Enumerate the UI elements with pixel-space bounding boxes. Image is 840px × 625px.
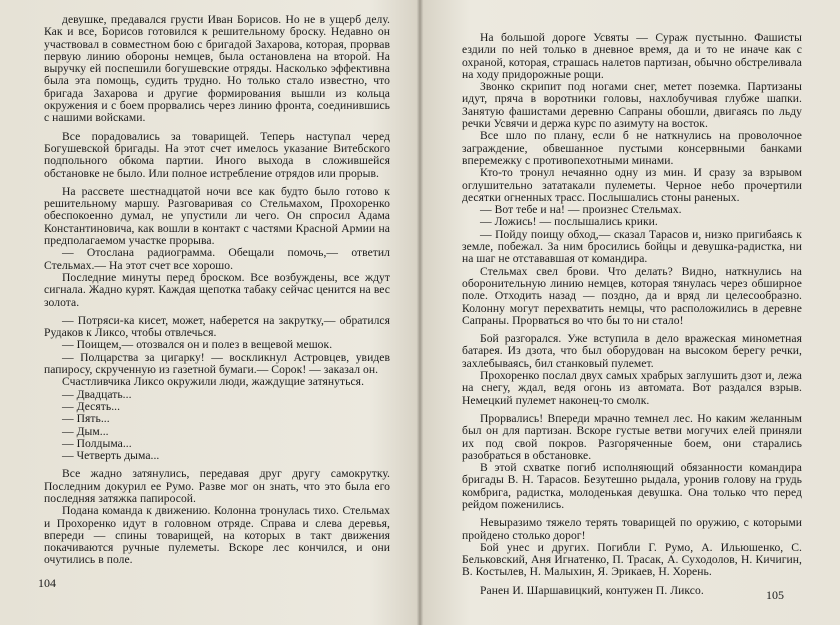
right-paragraph-5: — Вот тебе и на! — произнес Стельмах. [480,203,682,217]
left-paragraph-9: Счастливчика Ликсо окружили люди, жаждущие затянуться. [62,375,365,389]
left-paragraph-17: Подана команда к движению. Колонна тронулась тихо. Стельмах и Прохоренко идут в головном отряде. Справа и слева деревья, впереди — спины товарищей, на которых в такт движения покачиваются ручные пулеметы. Вскоре лес кончился, и они очутились в поле. [44,504,390,567]
right-page [420,0,840,625]
left-paragraph-2: Все порадовались за товарищей. Теперь наступал черед Богушевской бригады. На этот счет имелось указание Витебского подпольного обкома партии. Иного выхода в сложившейся обстановке не было. Или полное истребление отрядов или прорыв. [44,129,390,180]
right-paragraph-1: На большой дороге Усвяты — Сураж пустынно. Фашисты ездили по ней только в дневное время, да и то не иначе как с охраной, которая, страшась налетов партизан, обычно обстреливала на ходу придорожные рощи. [462,31,802,81]
right-paragraph-11: Прорвались! Впереди мрачно темнел лес. Но каким желанным был он для партизан. Вскоре густые ветви могучих елей приняли их под свой покров. Разгоряченные боем, они старались разобраться в обстановке. [462,411,802,462]
right-page-number: 105 [766,588,784,602]
left-page-number: 104 [38,576,56,590]
left-paragraph-6: — Потряси-ка кисет, может, наберется на закрутку,— обратился Рудаков к Ликсо, чтобы отвлечься. [44,313,390,340]
right-paragraph-2: Звонко скрипит под ногами снег, метет поземка. Партизаны идут, пряча в воротники головы, нахлобучивая глубже шапки. Занятую фашистами деревню Сапраны обошли, двигаясь по льду речки Усвячи и держа курс по азимуту на восток. [462,80,802,131]
right-paragraph-9: Бой разгорался. Уже вступила в дело вражеская минометная батарея. Из дзота, что был оборудован на высоком берегу речки, захлебываясь, бил станковый пулемет. [462,332,802,370]
right-paragraph-6: — Ложись! — послышались крики. [480,215,658,229]
left-paragraph-10: — Двадцать... [62,387,132,401]
right-paragraph-12: В этой схватке погиб исполняющий обязанности командира бригады В. Н. Тарасов. Безутешно рыдала, уронив голову на грудь комбрига, радистка, молоденькая девушка. Она только что перед рейдом поженились. [462,461,802,511]
right-paragraph-13: Невыразимо тяжело терять товарищей по оружию, с которыми пройдено столько дорог! [462,516,802,542]
left-paragraph-12: — Пять... [62,412,110,426]
right-page-text [462,32,802,597]
left-paragraph-3: На рассвете шестнадцатой ночи все как будто было готово к решительному маршу. Разговаривая со Стельмахом, Прохоренко обеспокоенно думал, не упустили ли чего. Он спросил Адама Константиновича, как вошли в контакт с частями Красной Армии на предполагаемом участке прорыва. [44,184,390,248]
left-page-text [44,14,390,567]
left-paragraph-11: — Десять... [62,399,121,413]
left-paragraph-15: — Четверть дыма... [62,449,160,463]
right-paragraph-4: Кто-то тронул нечаянно одну из мин. И сразу за взрывом оглушительно зататакали пулеметы. Черное небо прочертили десятки огненных трасс. Послышались стоны раненых. [462,166,802,204]
left-paragraph-1: девушке, предавался грусти Иван Борисов. Но не в ущерб делу. Как и все, Борисов готовился к решительному броску. Недавно он участвовал в совместном бою с бригадой Захарова, которая, прорвав первую линию обороны немцев, была остановлена на второй. На выручку ей поспешили богушевские отряды. Насколько эффективна была эта помощь, судить трудно. Но только стало известно, что бригада Захарова и другие формирования вышли из кольца окружения и с боем прорвались через линию фронта, соединившись с нашими войсками. [44,13,390,125]
right-paragraph-8: Стельмах свел брови. Что делать? Видно, наткнулись на оборонительную линию немцев, которая тянулась через обширное поле. Отходить назад — поздно, да и вряд ли целесообразно. Колонну могут перехватить немцы, что расположились в деревне Сапраны. Прорваться во что бы то ни стало! [462,264,802,327]
right-paragraph-14: Бой унес и других. Погибли Г. Румо, А. Ильюшенко, С. Бельковский, Аня Игнатенко, П. Трасак, А. Суходолов, Н. Кичигин, В. Костылев, Н. Малыхин, Я. Эрикаев, Н. Хорень. [462,540,802,579]
left-paragraph-4: — Отослана радиограмма. Обещали помочь,— ответил Стельмах.— На этот счет все хорошо. [44,246,390,272]
left-paragraph-13: — Дым... [62,424,109,438]
left-paragraph-16: Все жадно затянулись, передавая друг другу самокрутку. Последним докурил ее Румо. Разве мог он знать, что это была его последняя затяжка папиросой. [44,467,390,505]
right-paragraph-15: Ранен И. Шаршавицкий, контужен П. Ликсо. [480,583,704,597]
left-paragraph-7: — Поищем,— отозвался он и полез в вещевой мешок. [62,338,333,352]
right-paragraph-7: — Пойду поищу обход,— сказал Тарасов и, низко пригибаясь к земле, побежал. За ним бросились бойцы и девушка-радистка, ни на шаг не отстававшая от командира. [462,227,802,266]
right-paragraph-10: Прохоренко послал двух самых храбрых заглушить дзот и, лежа на снегу, ждал, ведя огонь из автомата. Вот раздался взрыв. Немецкий пулемет наконец-то смолк. [462,369,802,407]
right-paragraph-3: Все шло по плану, если б не наткнулись на проволочное заграждение, обвешанное пустыми консервными банками вперемежку с противопехотными минами. [462,129,802,167]
left-paragraph-14: — Полдыма... [62,436,132,450]
left-paragraph-5: Последние минуты перед броском. Все возбуждены, все ждут сигнала. Жадно курят. Каждая щепотка табаку сейчас ценится на вес золота. [44,270,390,309]
left-paragraph-8: — Полцарства за цигарку! — воскликнул Астровцев, увидев папиросу, скрученную из газетной бумаги.— Сорок! — заказал он. [44,350,390,377]
